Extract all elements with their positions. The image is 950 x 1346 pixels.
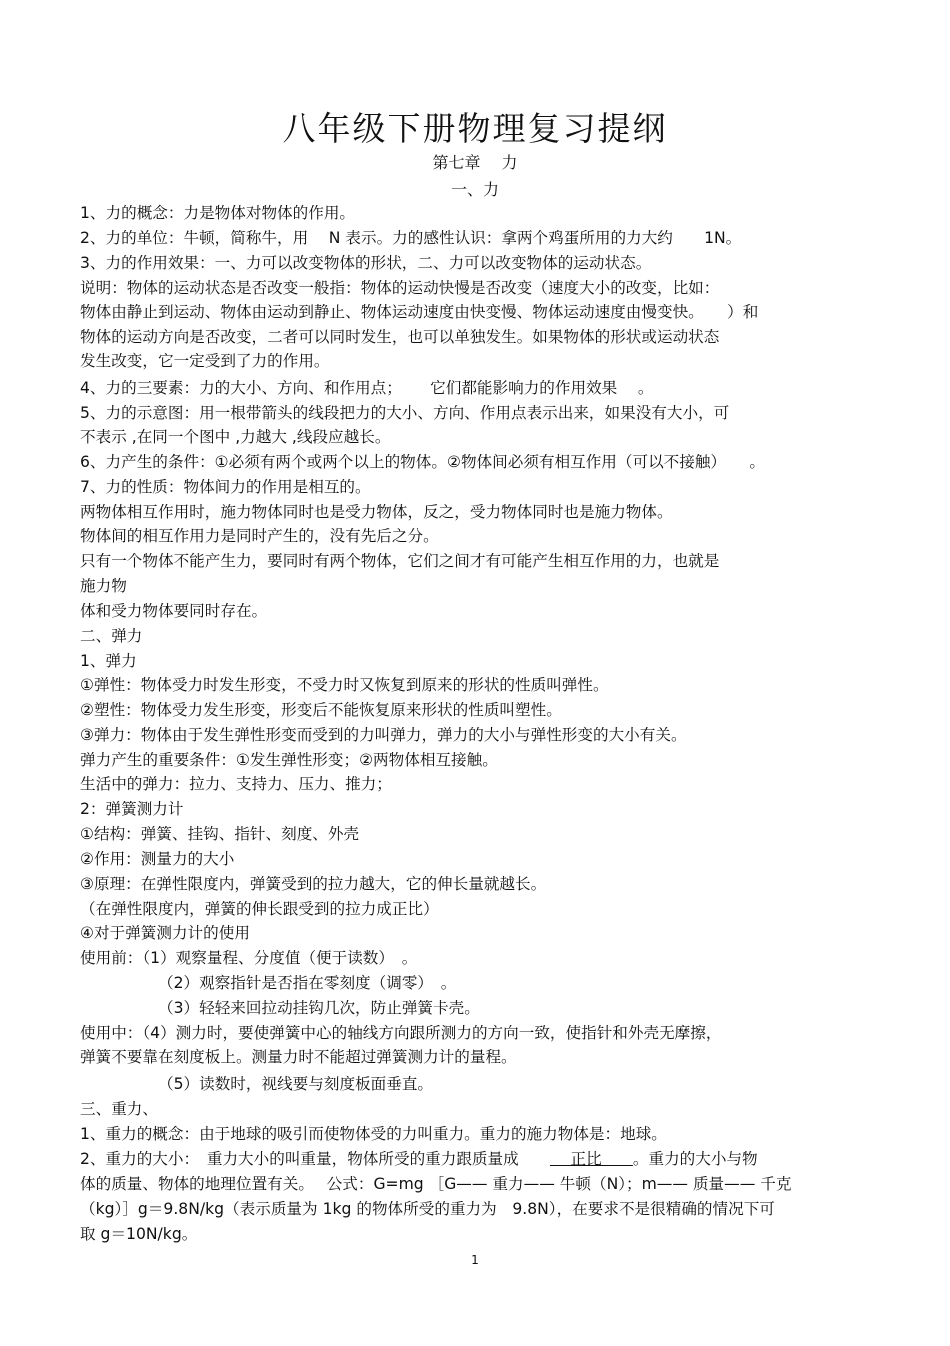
text-line: 3、力的作用效果：一、力可以改变物体的形状，二、力可以改变物体的运动状态。 bbox=[80, 254, 652, 272]
text-line: 说明：物体的运动状态是否改变一般指：物体的运动快慢是否改变（速度大小的改变，比如： bbox=[80, 279, 720, 297]
text-line: ①结构：弹簧、挂钩、指针、刻度、外壳 bbox=[80, 825, 360, 843]
text-line: 物体间的相互作用力是同时产生的，没有先后之分。 bbox=[80, 527, 439, 545]
text-line: 物体的运动方向是否改变，二者可以同时发生，也可以单独发生。如果物体的形状或运动状态 bbox=[80, 328, 720, 346]
text-line: 取 g＝10N/kg。 bbox=[80, 1225, 198, 1243]
text-line: 2、力的单位：牛顿，简称牛，用 N 表示。力的感性认识：拿两个鸡蛋所用的力大约 1N。 bbox=[80, 229, 742, 247]
page-title: 八年级下册物理复习提纲 bbox=[282, 109, 668, 148]
text-line: 1、弹力 bbox=[80, 652, 137, 670]
text-line: （5）读数时，视线要与刻度板面垂直。 bbox=[158, 1075, 434, 1093]
text-line: 施力物 bbox=[80, 577, 127, 595]
text-line: 不表示 ,在同一个图中 ,力越大 ,线段应越长。 bbox=[80, 428, 391, 446]
page-number: 1 bbox=[471, 1253, 479, 1267]
text-line: 体的质量、物体的地理位置有关。 公式：G=mg ［G—— 重力—— 牛顿（N）；m—— 质量—— 千克 bbox=[80, 1175, 792, 1193]
text-line: （在弹性限度内，弹簧的伸长跟受到的拉力成正比） bbox=[80, 900, 439, 918]
text-line: 1、重力的概念：由于地球的吸引而使物体受的力叫重力。重力的施力物体是：地球。 bbox=[80, 1125, 667, 1143]
text-line: 生活中的弹力：拉力、支持力、压力、推力； bbox=[80, 775, 392, 793]
text-line: ④对于弹簧测力计的使用 bbox=[80, 924, 250, 942]
text-line: 二、弹力 bbox=[80, 627, 143, 645]
text-line: 物体由静止到运动、物体由运动到静止、物体运动速度由快变慢、物体运动速度由慢变快。 ）和 bbox=[80, 303, 759, 321]
blank-answer: 正比 bbox=[549, 1150, 633, 1168]
section-heading: 一、力 bbox=[450, 180, 499, 199]
text-line: （kg）］g＝9.8N/kg（表示质量为 1kg 的物体所受的重力为 9.8N），在要求不是很精确的情况下可 bbox=[80, 1200, 775, 1218]
text-line: 三、重力、 bbox=[80, 1100, 158, 1118]
text-segment: 2、重力的大小： 重力大小的叫重量，物体所受的重力跟质量成 bbox=[80, 1150, 550, 1168]
text-line: 6、力产生的条件：①必须有两个或两个以上的物体。②物体间必须有相互作用（可以不接触） 。 bbox=[80, 453, 766, 471]
chapter-heading: 第七章 力 bbox=[432, 153, 518, 172]
text-line: ①弹性：物体受力时发生形变，不受力时又恢复到原来的形状的性质叫弹性。 bbox=[80, 676, 609, 694]
text-line: 使用中：（4）测力时，要使弹簧中心的轴线方向跟所测力的方向一致，使指针和外壳无摩擦， bbox=[80, 1024, 722, 1042]
text-line: （2）观察指针是否指在零刻度（调零） 。 bbox=[158, 974, 457, 992]
text-line: 只有一个物体不能产生力，要同时有两个物体，它们之间才有可能产生相互作用的力，也就是 bbox=[80, 552, 720, 570]
text-line: 弹力产生的重要条件：①发生弹性形变；②两物体相互接触。 bbox=[80, 751, 498, 769]
text-line: 5、力的示意图：用一根带箭头的线段把力的大小、方向、作用点表示出来，如果没有大小，可 bbox=[80, 404, 730, 422]
text-line: 两物体相互作用时，施力物体同时也是受力物体，反之，受力物体同时也是施力物体。 bbox=[80, 503, 673, 521]
text-line: 4、力的三要素：力的大小、方向、和作用点； 它们都能影响力的作用效果 。 bbox=[80, 379, 654, 397]
text-line: 发生改变，它一定受到了力的作用。 bbox=[80, 352, 330, 370]
text-line bbox=[80, 1149, 758, 1169]
text-segment: 。重力的大小与物 bbox=[632, 1150, 758, 1168]
text-line: ③原理：在弹性限度内，弹簧受到的拉力越大，它的伸长量就越长。 bbox=[80, 875, 547, 893]
text-line: 7、力的性质：物体间力的作用是相互的。 bbox=[80, 478, 371, 496]
text-line: 2：弹簧测力计 bbox=[80, 800, 184, 818]
text-line: 使用前：（1）观察量程、分度值（便于读数） 。 bbox=[80, 949, 418, 967]
text-line: 1、力的概念：力是物体对物体的作用。 bbox=[80, 204, 356, 222]
text-line: ③弹力：物体由于发生弹性形变而受到的力叫弹力，弹力的大小与弹性形变的大小有关。 bbox=[80, 726, 687, 744]
text-line: （3）轻轻来回拉动挂钩几次，防止弹簧卡壳。 bbox=[158, 999, 480, 1017]
text-line: 弹簧不要靠在刻度板上。测量力时不能超过弹簧测力计的量程。 bbox=[80, 1048, 517, 1066]
text-line: 体和受力物体要同时存在。 bbox=[80, 602, 268, 620]
text-line: ②塑性：物体受力发生形变，形变后不能恢复原来形状的性质叫塑性。 bbox=[80, 701, 562, 719]
text-line: ②作用：测量力的大小 bbox=[80, 850, 235, 868]
